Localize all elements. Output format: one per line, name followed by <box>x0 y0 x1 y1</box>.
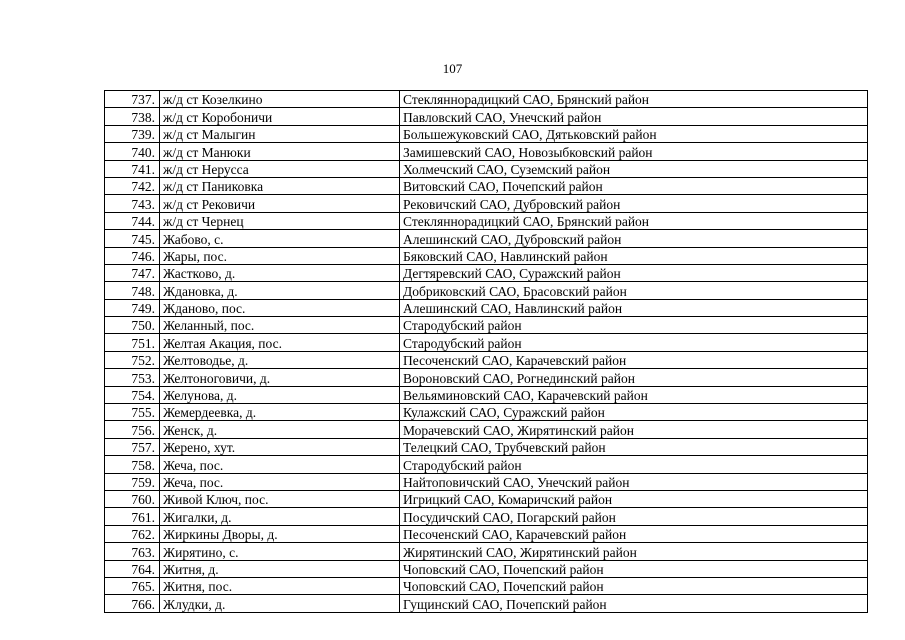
settlement-name-cell: ж/д ст Нерусса <box>160 160 400 177</box>
row-number-cell: 765. <box>105 577 160 594</box>
settlement-name-cell: Жары, пос. <box>160 247 400 264</box>
table-row <box>105 595 868 612</box>
row-number-cell: 751. <box>105 334 160 351</box>
settlement-name-cell: Жерено, хут. <box>160 438 400 455</box>
district-cell: Игрицкий САО, Комаричский район <box>400 490 868 507</box>
settlement-name-cell: Жигалки, д. <box>160 508 400 525</box>
settlement-name-cell: Жеча, пос. <box>160 456 400 473</box>
row-number-cell: 742. <box>105 177 160 194</box>
row-number-cell: 764. <box>105 560 160 577</box>
row-number-cell: 763. <box>105 543 160 560</box>
district-cell: Найтоповичский САО, Унечский район <box>400 473 868 490</box>
row-number-cell: 766. <box>105 595 160 612</box>
district-cell: Песоченский САО, Карачевский район <box>400 525 868 542</box>
district-cell: Бяковский САО, Навлинский район <box>400 247 868 264</box>
row-number-cell: 745. <box>105 230 160 247</box>
district-cell: Стекляннорадицкий САО, Брянский район <box>400 91 868 108</box>
row-number-cell: 738. <box>105 108 160 125</box>
district-cell: Алешинский САО, Дубровский район <box>400 230 868 247</box>
table-row <box>105 577 868 594</box>
row-number-cell: 755. <box>105 404 160 421</box>
district-cell: Рековичский САО, Дубровский район <box>400 195 868 212</box>
row-number-cell: 744. <box>105 212 160 229</box>
row-number-cell: 750. <box>105 317 160 334</box>
settlement-name-cell: Житня, д. <box>160 560 400 577</box>
settlement-name-cell: ж/д ст Паниковка <box>160 177 400 194</box>
settlement-name-cell: Жеча, пос. <box>160 473 400 490</box>
district-cell: Чоповский САО, Почепский район <box>400 577 868 594</box>
table-row <box>105 264 868 281</box>
settlement-name-cell: Жлудки, д. <box>160 595 400 612</box>
settlement-name-cell: ж/д ст Коробоничи <box>160 108 400 125</box>
district-cell: Добриковский САО, Брасовский район <box>400 282 868 299</box>
row-number-cell: 762. <box>105 525 160 542</box>
settlement-name-cell: Живой Ключ, пос. <box>160 490 400 507</box>
table-row <box>105 143 868 160</box>
row-number-cell: 741. <box>105 160 160 177</box>
settlements-table <box>104 90 868 613</box>
settlement-name-cell: ж/д ст Малыгин <box>160 125 400 142</box>
row-number-cell: 756. <box>105 421 160 438</box>
district-cell: Витовский САО, Почепский район <box>400 177 868 194</box>
table-row <box>105 177 868 194</box>
row-number-cell: 743. <box>105 195 160 212</box>
settlement-name-cell: Ждановка, д. <box>160 282 400 299</box>
row-number-cell: 752. <box>105 351 160 368</box>
district-cell: Стародубский район <box>400 317 868 334</box>
district-cell: Холмечский САО, Суземский район <box>400 160 868 177</box>
settlement-name-cell: Жемердеевка, д. <box>160 404 400 421</box>
table-row <box>105 543 868 560</box>
table-row <box>105 317 868 334</box>
district-cell: Стародубский район <box>400 334 868 351</box>
settlement-name-cell: Жастково, д. <box>160 264 400 281</box>
settlements-table-body <box>105 91 868 613</box>
page-number: 107 <box>442 61 463 76</box>
table-row <box>105 525 868 542</box>
table-row <box>105 160 868 177</box>
table-row <box>105 282 868 299</box>
district-cell: Вороновский САО, Рогнединский район <box>400 369 868 386</box>
district-cell: Стародубский район <box>400 456 868 473</box>
row-number-cell: 760. <box>105 490 160 507</box>
row-number-cell: 746. <box>105 247 160 264</box>
row-number-cell: 748. <box>105 282 160 299</box>
settlement-name-cell: Жданово, пос. <box>160 299 400 316</box>
district-cell: Чоповский САО, Почепский район <box>400 560 868 577</box>
settlement-name-cell: Житня, пос. <box>160 577 400 594</box>
settlement-name-cell: Желтая Акация, пос. <box>160 334 400 351</box>
district-cell: Замишевский САО, Новозыбковский район <box>400 143 868 160</box>
settlement-name-cell: Женск, д. <box>160 421 400 438</box>
row-number-cell: 747. <box>105 264 160 281</box>
district-cell: Алешинский САО, Навлинский район <box>400 299 868 316</box>
settlement-name-cell: Желанный, пос. <box>160 317 400 334</box>
row-number-cell: 749. <box>105 299 160 316</box>
settlement-name-cell: Желунова, д. <box>160 386 400 403</box>
district-cell: Стекляннорадицкий САО, Брянский район <box>400 212 868 229</box>
row-number-cell: 759. <box>105 473 160 490</box>
table-row <box>105 490 868 507</box>
district-cell: Кулажский САО, Суражский район <box>400 404 868 421</box>
table-row <box>105 560 868 577</box>
table-row <box>105 473 868 490</box>
district-cell: Гущинский САО, Почепский район <box>400 595 868 612</box>
row-number-cell: 739. <box>105 125 160 142</box>
row-number-cell: 737. <box>105 91 160 108</box>
table-row <box>105 369 868 386</box>
table-row <box>105 386 868 403</box>
row-number-cell: 753. <box>105 369 160 386</box>
district-cell: Вельяминовский САО, Карачевский район <box>400 386 868 403</box>
settlement-name-cell: ж/д ст Манюки <box>160 143 400 160</box>
table-row <box>105 212 868 229</box>
settlement-name-cell: Желтоноговичи, д. <box>160 369 400 386</box>
settlement-name-cell: Жирятино, с. <box>160 543 400 560</box>
table-row <box>105 125 868 142</box>
district-cell: Павловский САО, Унечский район <box>400 108 868 125</box>
settlement-name-cell: Жабово, с. <box>160 230 400 247</box>
district-cell: Песоченский САО, Карачевский район <box>400 351 868 368</box>
row-number-cell: 740. <box>105 143 160 160</box>
table-row <box>105 404 868 421</box>
table-row <box>105 334 868 351</box>
settlement-name-cell: Желтоводье, д. <box>160 351 400 368</box>
table-row <box>105 108 868 125</box>
table-row <box>105 351 868 368</box>
table-row <box>105 247 868 264</box>
table-row <box>105 91 868 108</box>
district-cell: Телецкий САО, Трубчевский район <box>400 438 868 455</box>
district-cell: Посудичский САО, Погарский район <box>400 508 868 525</box>
row-number-cell: 757. <box>105 438 160 455</box>
table-row <box>105 195 868 212</box>
district-cell: Жирятинский САО, Жирятинский район <box>400 543 868 560</box>
table-row <box>105 230 868 247</box>
settlement-name-cell: ж/д ст Рековичи <box>160 195 400 212</box>
settlement-name-cell: ж/д ст Козелкино <box>160 91 400 108</box>
district-cell: Большежуковский САО, Дятьковский район <box>400 125 868 142</box>
settlement-name-cell: Жиркины Дворы, д. <box>160 525 400 542</box>
district-cell: Дегтяревский САО, Суражский район <box>400 264 868 281</box>
table-row <box>105 508 868 525</box>
row-number-cell: 758. <box>105 456 160 473</box>
row-number-cell: 754. <box>105 386 160 403</box>
settlement-name-cell: ж/д ст Чернец <box>160 212 400 229</box>
table-row <box>105 421 868 438</box>
row-number-cell: 761. <box>105 508 160 525</box>
district-cell: Морачевский САО, Жирятинский район <box>400 421 868 438</box>
table-row <box>105 299 868 316</box>
table-row <box>105 456 868 473</box>
table-row <box>105 438 868 455</box>
